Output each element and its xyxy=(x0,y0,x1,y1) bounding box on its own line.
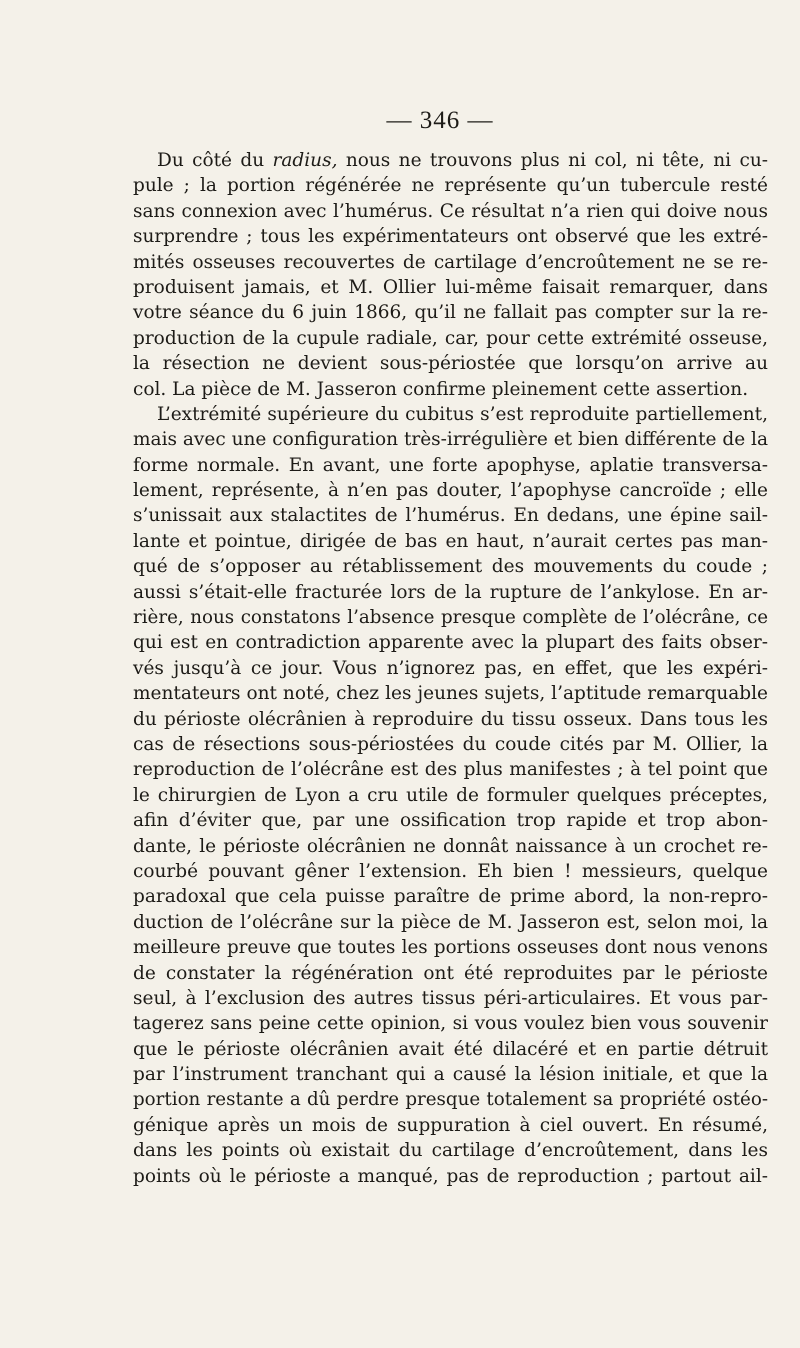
text-line: qué de s’opposer au rétablissement des mouvements du coude ; xyxy=(133,556,768,578)
text-line: rière, nous constatons l’absence presque complète de l’olécrâne, ce xyxy=(133,607,768,629)
text-line: tagerez sans peine cette opinion, si vous voulez bien vous souvenir xyxy=(133,1013,768,1035)
text-line: production de la cupule radiale, car, pour cette extrémité osseuse, xyxy=(133,327,768,349)
text-line: sans connexion avec l’humérus. Ce résultat n’a rien qui doive nous xyxy=(133,200,768,222)
text-line: le chirurgien de Lyon a cru utile de formuler quelques préceptes, xyxy=(133,784,768,806)
body-text xyxy=(133,148,768,1189)
text-line: du périoste olécrânien à reproduire du tissu osseux. Dans tous les xyxy=(133,708,768,730)
text-line: votre séance du 6 juin 1866, qu’il ne fallait pas compter sur la re- xyxy=(133,302,768,324)
text-line: la résection ne devient sous-périostée que lorsqu’on arrive au xyxy=(133,353,768,375)
text-line: mités osseuses recouvertes de cartilage d’encroûtement ne se re- xyxy=(133,251,768,273)
text-line: lante et pointue, dirigée de bas en haut, n’aurait certes pas man- xyxy=(133,530,768,552)
text-line: lement, représente, à n’en pas douter, l’apophyse cancroïde ; elle xyxy=(133,480,768,502)
text-line: forme normale. En avant, une forte apophyse, aplatie transversa- xyxy=(133,454,768,476)
text-line: L’extrémité supérieure du cubitus s’est reproduite partiellement, xyxy=(157,403,768,425)
text-line: dante, le périoste olécrânien ne donnât naissance à un crochet re- xyxy=(133,835,768,857)
text-line: col. La pièce de M. Jasseron confirme pleinement cette assertion. xyxy=(133,378,749,400)
text-segment: Du côté du xyxy=(157,150,273,171)
text-segment: nous ne trouvons plus ni col, ni tête, ni cu- xyxy=(337,150,769,171)
text-line: qui est en contradiction apparente avec la plupart des faits obser- xyxy=(133,632,768,654)
text-line: dans les points où existait du cartilage d’encroûtement, dans les xyxy=(133,1140,768,1162)
text-line: produisent jamais, et M. Ollier lui-même faisait remarquer, dans xyxy=(133,276,768,298)
text-line: paradoxal que cela puisse paraître de prime abord, la non-repro- xyxy=(133,886,768,908)
text-line: seul, à l’exclusion des autres tissus péri-articulaires. Et vous par- xyxy=(133,987,768,1009)
text-line: points où le périoste a manqué, pas de reproduction ; partout ail- xyxy=(133,1165,768,1187)
text-line: meilleure preuve que toutes les portions osseuses dont nous venons xyxy=(133,937,768,959)
text-line: surprendre ; tous les expérimentateurs ont observé que les extré- xyxy=(133,226,768,248)
text-line: mais avec une configuration très-irrégulière et bien différente de la xyxy=(133,429,768,451)
text-line: portion restante a dû perdre presque totalement sa propriété ostéo- xyxy=(133,1089,768,1111)
text-line: mentateurs ont noté, chez les jeunes sujets, l’aptitude remarquable xyxy=(133,683,768,705)
text-line: afin d’éviter que, par une ossification trop rapide et trop abon- xyxy=(133,810,768,832)
text-line: courbé pouvant gêner l’extension. Eh bien ! messieurs, quelque xyxy=(133,860,768,882)
text-line: que le périoste olécrânien avait été dilacéré et en partie détruit xyxy=(133,1038,768,1060)
text-line: s’unissait aux stalactites de l’humérus. En dedans, une épine sail- xyxy=(133,505,768,527)
page-number: — 346 — xyxy=(386,107,494,134)
text-line: par l’instrument tranchant qui a causé la lésion initiale, et que la xyxy=(133,1064,768,1086)
italic-term: radius, xyxy=(272,150,338,171)
text-line: pule ; la portion régénérée ne représente qu’un tubercule resté xyxy=(133,175,768,197)
text-line: génique après un mois de suppuration à ciel ouvert. En résumé, xyxy=(133,1114,768,1136)
text-line: reproduction de l’olécrâne est des plus manifestes ; à tel point que xyxy=(133,759,768,781)
text-line xyxy=(133,148,768,173)
text-line: cas de résections sous-périostées du coude cités par M. Ollier, la xyxy=(133,733,768,755)
text-line: de constater la régénération ont été reproduites par le périoste xyxy=(133,962,768,984)
text-line: duction de l’olécrâne sur la pièce de M. Jasseron est, selon moi, la xyxy=(133,911,768,933)
text-line: vés jusqu’à ce jour. Vous n’ignorez pas, en effet, que les expéri- xyxy=(133,657,768,679)
text-line: aussi s’était-elle fracturée lors de la rupture de l’ankylose. En ar- xyxy=(133,581,768,603)
